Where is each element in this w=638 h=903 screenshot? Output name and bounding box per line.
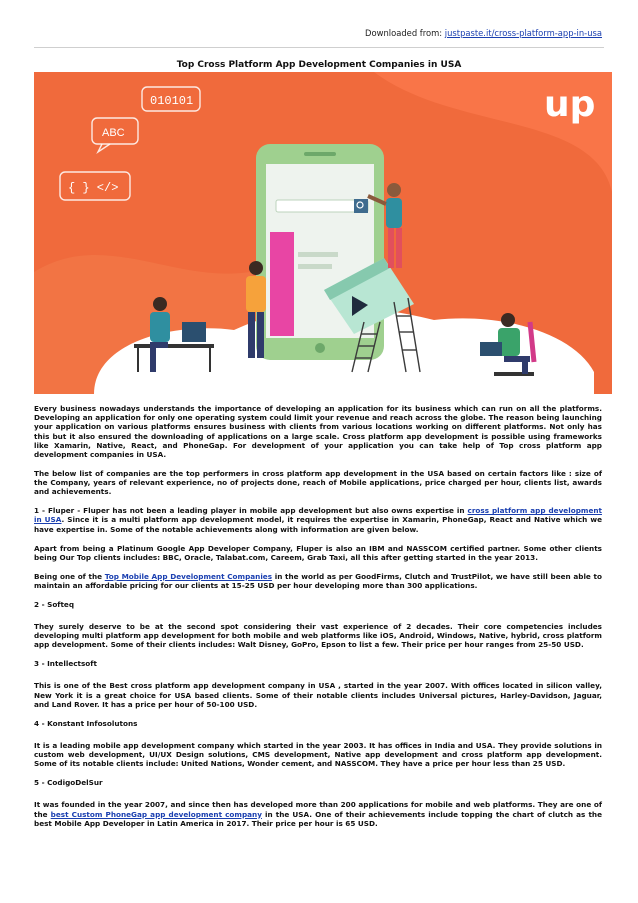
fluper-paragraph: 1 - Fluper - Fluper has not been a leading player in mobile app development but also owns expertise in cross platform app development in USA. Since it is a multi platform app development model, it requires the expertise in Xamarin, PhoneGap, React and Native which we have expertise in. Some of the notable achievements along with information are given below. bbox=[34, 506, 602, 534]
intellectsoft-paragraph: This is one of the Best cross platform app development company in USA , started in the year 2007. With offices located in silicon valley, New York it is a great choice for USA based clients. Some of their notable clients includes Universal pictures, Harley-Davidson, Jaguar, and Land Rover. It has a price per hour of 50-100 USD. bbox=[34, 681, 602, 709]
softeq-paragraph: They surely deserve to be at the second spot considering their vast experience of 2 decades. Their core competencies includes developing multi platform app development for both mobile and web platforms like iOS, Android, Windows, Native, hybrid, cross platform app development. Some of their clients includes: Walt Disney, GoPro, Epson to list a few. Their price per hour ranges from 25-50 USD. bbox=[34, 621, 602, 650]
up-logo: up bbox=[544, 84, 596, 125]
intro-paragraph: Every business nowadays understands the importance of developing an application for its business which can run on all the platforms. Developing an application for only one operating system could limit your revenue and reach across the globe. The reason being launching your application on various platforms ensures business with clients from various locations working on different platforms. Not only has this but it also ensured the downloading of applications on a large scale. Cross platform app development is possible using frameworks like Xamarin, Native, React, and PhoneGap. For development of your application you can take help of Top cross platform app development companies in USA. bbox=[34, 404, 602, 460]
source-link[interactable]: justpaste.it/cross-platform-app-in-usa bbox=[444, 28, 602, 38]
heading-konstant: 4 - Konstant Infosolutons bbox=[34, 718, 138, 728]
download-source-line bbox=[365, 28, 602, 38]
hero-illustration bbox=[34, 72, 612, 394]
download-prefix: Downloaded from: bbox=[365, 28, 445, 38]
abc-text: ABC bbox=[102, 127, 125, 139]
codigodelsur-paragraph: It was founded in the year 2007, and since then has developed more than 200 applications for mobile and web platforms. They are one of the best Custom PhoneGap app development company in the USA. One of their achievements include topping the chart of clutch as the best Mobile App Developer in Latin America in 2017. Their price per hour is 65 USD. bbox=[34, 800, 602, 828]
binary-text: 010101 bbox=[150, 94, 194, 108]
article-body bbox=[34, 404, 602, 838]
top-mobile-app-link[interactable]: Top Mobile App Development Companies bbox=[104, 571, 273, 581]
header-divider bbox=[34, 47, 604, 48]
criteria-paragraph: The below list of companies are the top performers in cross platform app development in the USA based on certain factors like : size of the Company, years of relevant experience, no of projects done, reach of Mobile applications, price charged per hour, clients list, awards and achievements. bbox=[34, 468, 602, 497]
fluper-pricing-paragraph: Being one of the Top Mobile App Development Companies in the world as per GoodFirms, Clutch and TrustPilot, we have still been able to maintain an affordable pricing for our clients at 15-25 USD per hour developing more than 300 applications. bbox=[34, 571, 602, 590]
heading-softeq: 2 - Softeq bbox=[34, 599, 75, 609]
heading-intellectsoft: 3 - Intellectsoft bbox=[34, 659, 97, 669]
cross-platform-usa-link[interactable]: cross platform app development in USA bbox=[34, 506, 602, 525]
code-text: { } </> bbox=[68, 181, 119, 195]
fluper-partner-paragraph: Apart from being a Platinum Google App Developer Company, Fluper is also an IBM and NASSCOM certified partner. Some other clients being Our Top clients includes: BBC, Oracle, Talabat.com, Careem, Grab Taxi, all this after getting started in the year 2013. bbox=[34, 543, 602, 562]
phonegap-company-link[interactable]: best Custom PhoneGap app development company bbox=[50, 809, 262, 819]
konstant-paragraph: It is a leading mobile app development company which started in the year 2003. It has offices in India and USA. They provide solutions in custom web development, UI/UX Design solutions, CMS development, Native app development and cross platform app development. Some of its notable clients include: United Nations, Wonder cement, and NASSCOM. They have a price per hour less than 25 USD. bbox=[34, 740, 602, 769]
heading-codigodelsur: 5 - CodigoDelSur bbox=[34, 778, 103, 788]
page-title: Top Cross Platform App Development Companies in USA bbox=[176, 60, 462, 70]
